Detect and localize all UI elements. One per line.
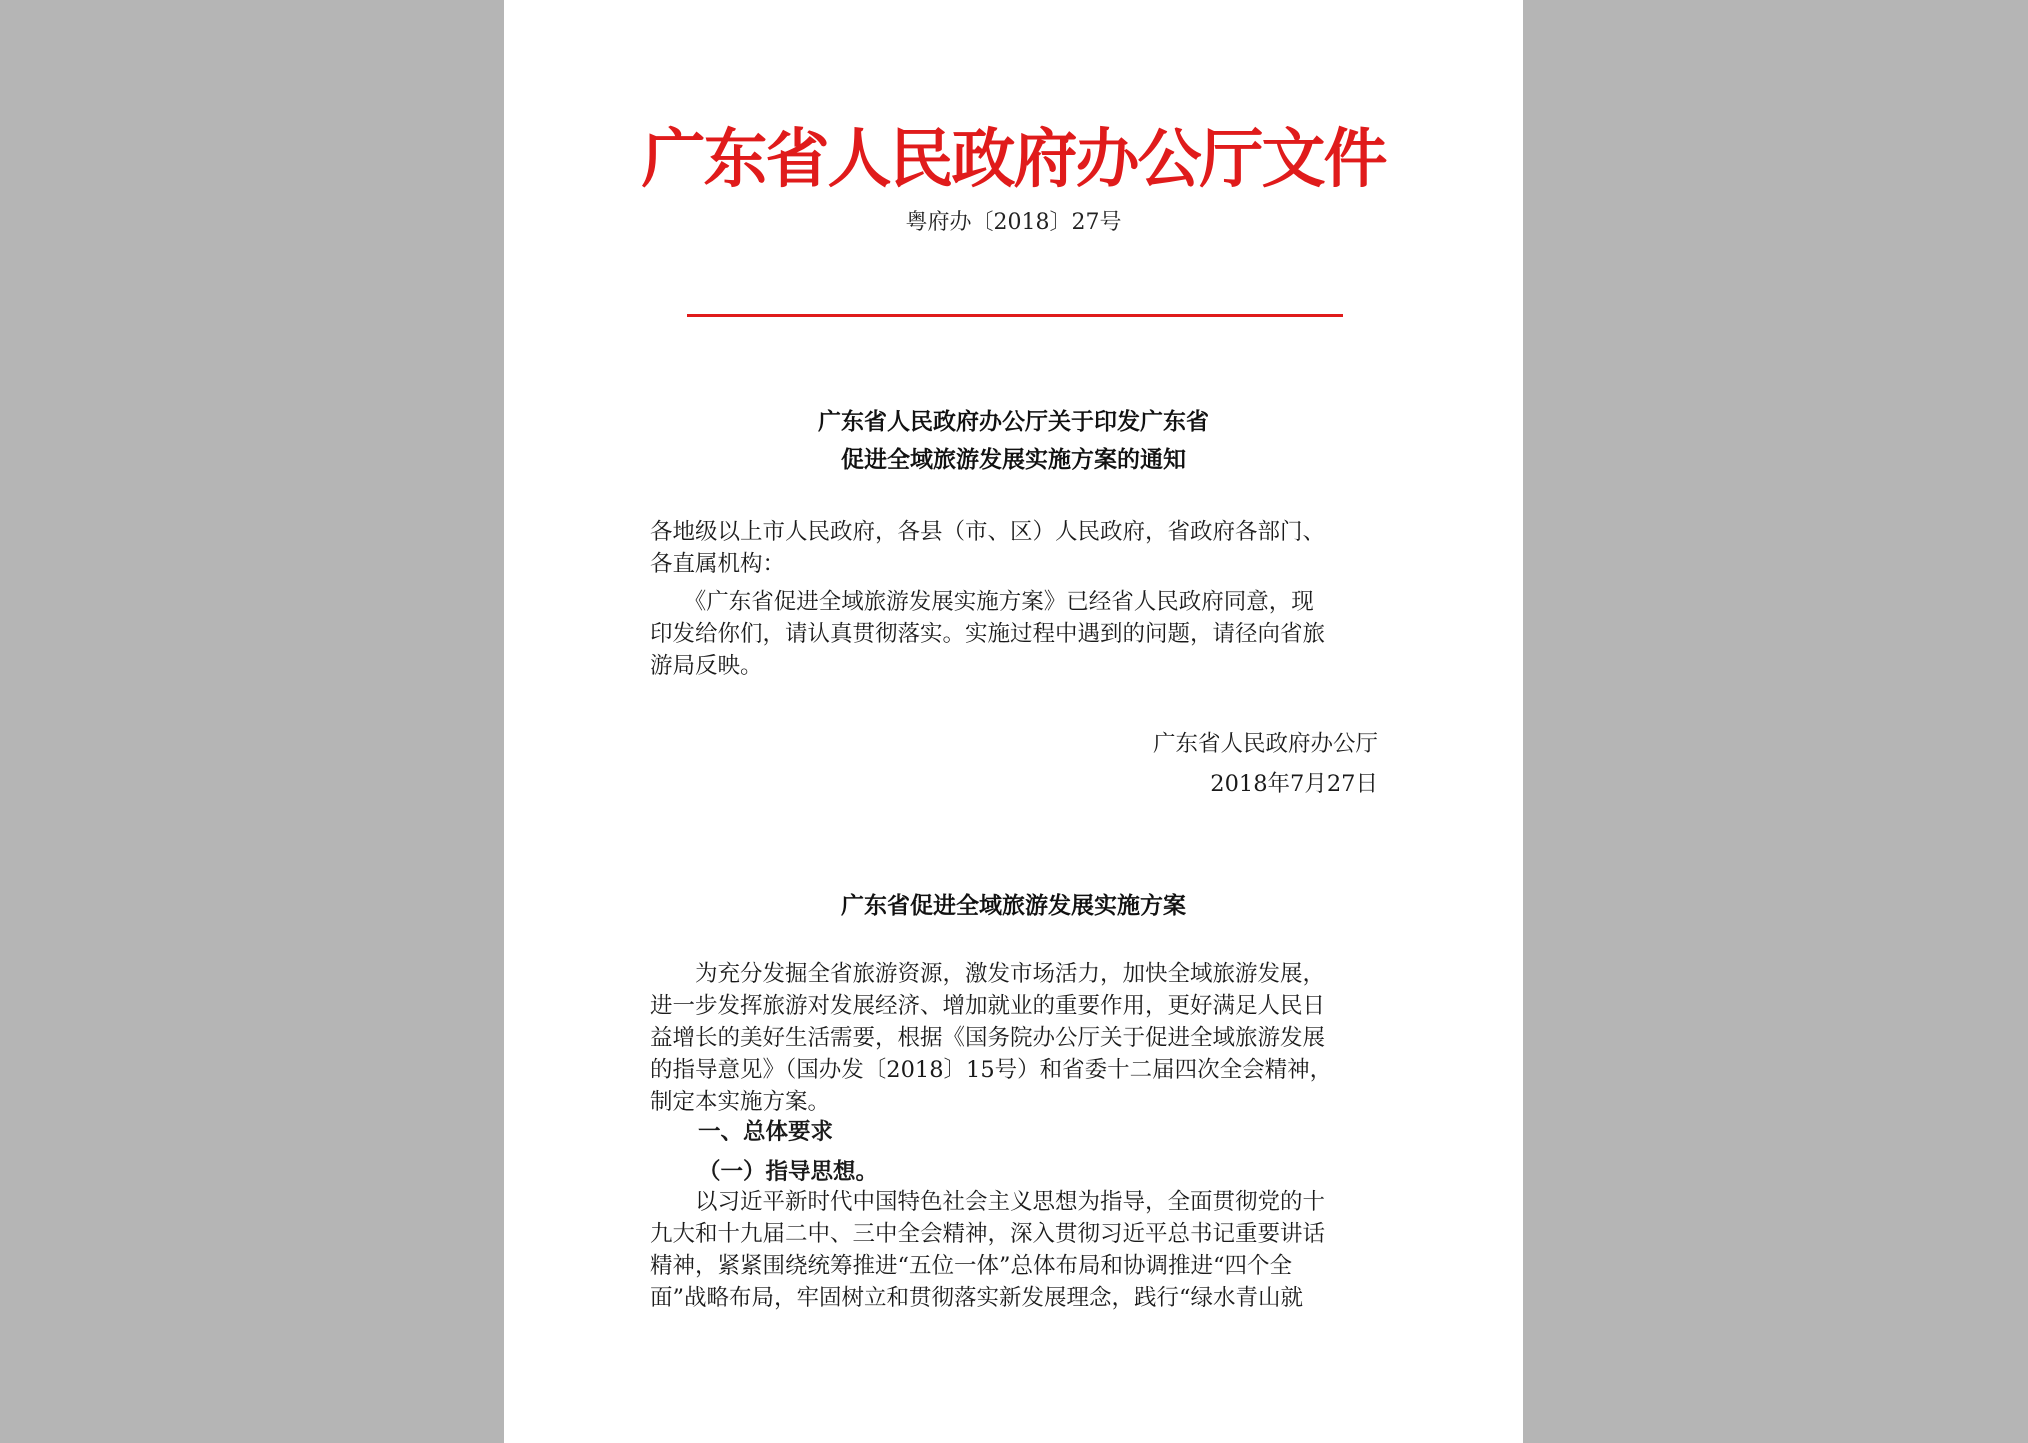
- plan-title: 广东省促进全域旅游发展实施方案: [841, 892, 1186, 919]
- subsection-heading: （一）指导思想。: [698, 1159, 879, 1185]
- notice-title-line-2: 促进全域旅游发展实施方案的通知: [841, 446, 1186, 473]
- signature-organization: 广东省人民政府办公厅: [1152, 731, 1378, 757]
- notice-body: [650, 586, 1378, 682]
- notice-body-line: 游局反映。: [650, 653, 763, 679]
- notice-title-line-1: 广东省人民政府办公厅关于印发广东省: [818, 408, 1209, 435]
- notice-body-line: 《广东省促进全域旅游发展实施方案》已经省人民政府同意，现: [650, 589, 1314, 615]
- guiding-ideology-body: [650, 1186, 1378, 1314]
- salutation-line: 各直属机构：: [650, 551, 786, 577]
- plan-intro-line: 制定本实施方案。: [650, 1089, 831, 1115]
- plan-intro-line: 为充分发掘全省旅游资源，激发市场活力，加快全域旅游发展，: [650, 961, 1326, 987]
- document-page: [504, 0, 1523, 1443]
- guiding-line: 九大和十九届二中、三中全会精神，深入贯彻习近平总书记重要讲话: [650, 1221, 1326, 1247]
- red-separator-line: [687, 314, 1343, 317]
- guiding-line: 精神，紧紧围绕统筹推进“五位一体”总体布局和协调推进“四个全: [650, 1253, 1293, 1279]
- section-heading: 一、总体要求: [698, 1119, 834, 1145]
- plan-intro-line: 进一步发挥旅游对发展经济、增加就业的重要作用，更好满足人民日: [650, 993, 1326, 1019]
- document-number: 粤府办〔2018〕27号: [905, 210, 1122, 235]
- salutation-line: 各地级以上市人民政府，各县（市、区）人民政府，省政府各部门、: [650, 519, 1326, 545]
- guiding-line: 以习近平新时代中国特色社会主义思想为指导，全面贯彻党的十: [650, 1189, 1326, 1215]
- plan-intro-line: 的指导意见》（国办发〔2018〕15号）和省委十二届四次全会精神，: [650, 1057, 1333, 1083]
- guiding-line: 面”战略布局，牢固树立和贯彻落实新发展理念，践行“绿水青山就: [650, 1285, 1304, 1311]
- plan-intro: [650, 958, 1378, 1118]
- red-header-title: 广东省人民政府办公厅文件: [641, 122, 1386, 197]
- salutation: [650, 516, 1378, 580]
- plan-intro-line: 益增长的美好生活需要，根据《国务院办公厅关于促进全域旅游发展: [650, 1025, 1326, 1051]
- signature-date: 2018年7月27日: [1210, 771, 1378, 797]
- notice-body-line: 印发给你们，请认真贯彻落实。实施过程中遇到的问题，请径向省旅: [650, 621, 1326, 647]
